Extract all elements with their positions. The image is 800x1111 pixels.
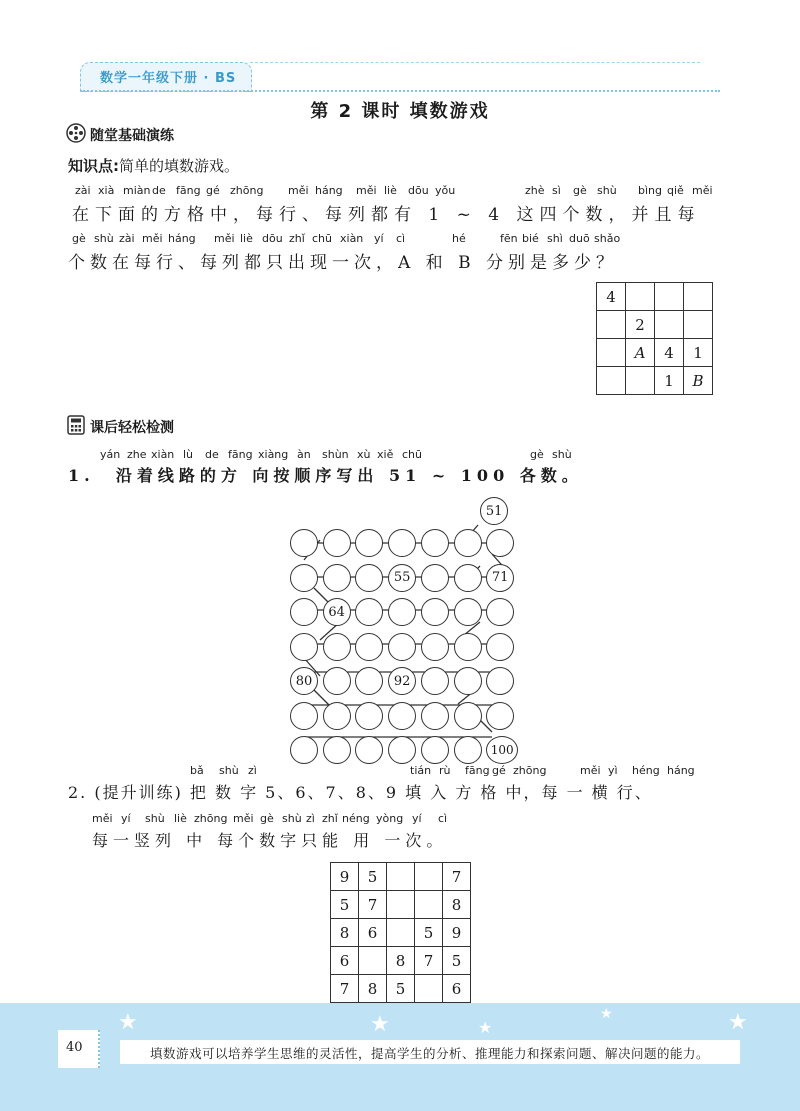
problem1-line2-text: 个数在每行、每列都只出现一次，A 和 B 分别是多少？ [68,253,618,273]
pinyin: fāng [176,184,201,197]
pinyin: cì [438,812,448,825]
path-circle: 64 [323,598,351,626]
pinyin: cì [396,232,406,245]
path-circle: 92 [388,667,416,695]
path-circle [323,736,351,764]
film-reel-icon [66,123,86,143]
pinyin: hé [452,232,466,245]
pinyin: fēn [500,232,518,245]
problem3-grid [330,862,471,1003]
pinyin: gè [530,448,544,461]
grid-cell: 5 [387,975,415,1003]
path-circle [454,633,482,661]
path-circle [421,598,449,626]
pinyin: dōu [262,232,283,245]
pinyin: bié [522,232,539,245]
star-icon: ★ [728,1010,748,1035]
pinyin: yán [100,448,121,461]
path-circle [323,529,351,557]
pinyin: yì [608,764,618,777]
grid-cell [597,311,626,339]
pinyin: tián [410,764,432,777]
pinyin: gè [72,232,86,245]
grid-cell [387,891,415,919]
pinyin: duō [569,232,590,245]
grid-cell: 5 [415,919,443,947]
pinyin: shù [94,232,114,245]
pinyin: zhōng [230,184,264,197]
header-rule [80,90,720,92]
pinyin: xiàn [151,448,175,461]
pinyin: shǎo [594,232,621,245]
star-icon: ★ [118,1010,138,1035]
path-circle [486,598,514,626]
pinyin: gè [573,184,587,197]
pinyin: shù [145,812,165,825]
pinyin: zài [75,184,91,197]
grid-cell [415,975,443,1003]
star-icon: ★ [370,1012,390,1037]
pinyin: gè [260,812,274,825]
pinyin: chū [312,232,332,245]
grid-cell: 5 [443,947,471,975]
path-circle [486,667,514,695]
pinyin: zhǐ [289,232,305,245]
page-number: 40 [66,1040,83,1055]
path-circle [454,702,482,730]
grid-cell: 8 [387,947,415,975]
grid-cell: 6 [443,975,471,1003]
path-circle: 51 [480,497,508,525]
grid-cell: 5 [359,863,387,891]
path-circle [323,633,351,661]
grid-cell: 7 [415,947,443,975]
problem2-text: 1. 沿着线路的方 向按顺序写出 51 ~ 100 各数。 [68,466,583,485]
header-tab-label: 数学一年级下册 · BS [100,71,237,86]
pinyin: yí [374,232,384,245]
path-circle [454,736,482,764]
grid-cell: 7 [443,863,471,891]
path-circle [486,529,514,557]
path-circle [454,598,482,626]
grid-cell [359,947,387,975]
path-circle [421,529,449,557]
path-circle [290,702,318,730]
pinyin: fāng [465,764,490,777]
pinyin: de [205,448,219,461]
pinyin: shùn [322,448,349,461]
pinyin: háng [168,232,196,245]
problem1-grid [596,282,713,395]
path-circle: 80 [290,667,318,695]
pinyin: zhōng [194,812,228,825]
grid-cell: 6 [359,919,387,947]
grid-cell: 1 [684,339,713,367]
pinyin: bǎ [190,764,204,777]
pinyin: héng [632,764,660,777]
pinyin: yǒu [435,184,456,197]
header-dash-line [250,62,700,63]
pinyin: měi [92,812,113,825]
grid-cell: B [684,367,713,395]
pinyin: miàn [123,184,151,197]
grid-cell [655,311,684,339]
grid-cell [597,367,626,395]
page-title: 第 2 课时 填数游戏 [310,101,490,122]
path-circle [290,633,318,661]
problem3-line2-text: 每一竖列 中 每个数字只能 用 一次。 [92,831,448,850]
pinyin: xiàn [340,232,364,245]
path-circle [388,529,416,557]
pinyin: měi [142,232,163,245]
grid-cell: 4 [655,339,684,367]
path-circle [323,667,351,695]
path-circle [486,633,514,661]
grid-cell: 8 [359,975,387,1003]
path-circle: 100 [486,736,518,764]
path-circle [421,633,449,661]
path-circle [290,598,318,626]
footer-note: 填数游戏可以培养学生思维的灵活性，提高学生的分析、推理能力和探索问题、解决问题的能力。 [150,1046,710,1061]
pinyin: háng [667,764,695,777]
grid-cell [684,311,713,339]
grid-cell [626,367,655,395]
path-circle [290,529,318,557]
grid-cell: 2 [626,311,655,339]
path-circle [421,667,449,695]
problem1-line1-text: 在下面的方格中，每行、每列都有 1 ~ 4 这四个数，并且每 [72,205,701,225]
problem3-line1-text: 2. (提升训练) 把 数 字 5、6、7、8、9 填 入 方 格 中，每 一 横 行、 [68,783,653,802]
pinyin: zì [248,764,257,777]
path-circle [323,564,351,592]
grid-cell: 9 [443,919,471,947]
pinyin: měi [214,232,235,245]
pinyin: xiàng [258,448,289,461]
grid-cell: 8 [331,919,359,947]
pinyin: háng [315,184,343,197]
pinyin: rù [439,764,451,777]
grid-cell [684,283,713,311]
grid-cell: 7 [359,891,387,919]
pinyin: zì [306,812,315,825]
path-circle [454,667,482,695]
path-circle [323,702,351,730]
pinyin: zài [119,232,135,245]
pinyin: shù [552,448,572,461]
section-title-practice: 随堂基础演练 [90,128,174,144]
grid-cell [597,339,626,367]
pinyin: yí [412,812,422,825]
path-circle [486,702,514,730]
grid-cell: 4 [597,283,626,311]
grid-cell: A [626,339,655,367]
path-circle [421,702,449,730]
pinyin: liè [384,184,397,197]
path-circle [388,598,416,626]
grid-cell: 6 [331,947,359,975]
path-circle [454,564,482,592]
grid-cell [415,891,443,919]
pinyin: shù [597,184,617,197]
pinyin: bìng [638,184,662,197]
grid-cell: 9 [331,863,359,891]
grid-cell: 7 [331,975,359,1003]
pinyin: měi [356,184,377,197]
pinyin: liè [240,232,253,245]
section-title-homework: 课后轻松检测 [90,420,174,436]
grid-cell [415,863,443,891]
calculator-icon [66,415,86,435]
pinyin: xià [98,184,115,197]
pinyin: gé [206,184,220,197]
path-circle [421,736,449,764]
pinyin: zhǐ [322,812,338,825]
grid-cell: 8 [443,891,471,919]
path-circle [355,702,383,730]
star-icon: ★ [478,1018,493,1037]
knowledge-point [68,155,239,176]
pinyin: sì [552,184,561,197]
pinyin: měi [692,184,713,197]
pinyin: shì [547,232,563,245]
grid-cell [626,283,655,311]
pinyin: néng [342,812,370,825]
grid-cell: 5 [331,891,359,919]
star-icon: ★ [600,1006,613,1022]
pinyin: dōu [408,184,429,197]
path-circle [454,529,482,557]
path-circle [388,702,416,730]
path-circle: 71 [486,564,514,592]
pinyin: xù [357,448,371,461]
pinyin: liè [174,812,187,825]
pinyin: měi [288,184,309,197]
pinyin: shù [282,812,302,825]
pinyin: fāng [228,448,253,461]
pinyin: zhōng [513,764,547,777]
pinyin: shù [219,764,239,777]
path-circle [421,564,449,592]
pinyin: qiě [667,184,684,197]
pinyin: yòng [376,812,404,825]
pinyin: gé [492,764,506,777]
path-circle: 55 [388,564,416,592]
pinyin: chū [402,448,422,461]
knowledge-point-label: 知识点: [68,157,119,175]
pinyin: lù [183,448,194,461]
pinyin: de [152,184,166,197]
pinyin: zhè [525,184,545,197]
knowledge-point-text: 简单的填数游戏。 [119,157,240,175]
path-circle [355,633,383,661]
pinyin: měi [580,764,601,777]
path-circle [355,564,383,592]
grid-cell [387,919,415,947]
grid-cell: 1 [655,367,684,395]
pinyin: yí [121,812,131,825]
grid-cell [655,283,684,311]
path-circle [290,564,318,592]
path-circle [388,633,416,661]
pinyin: zhe [127,448,147,461]
grid-cell [387,863,415,891]
path-circle [388,736,416,764]
pinyin: xiě [377,448,394,461]
pinyin: měi [233,812,254,825]
path-circle [290,736,318,764]
pinyin: àn [297,448,311,461]
